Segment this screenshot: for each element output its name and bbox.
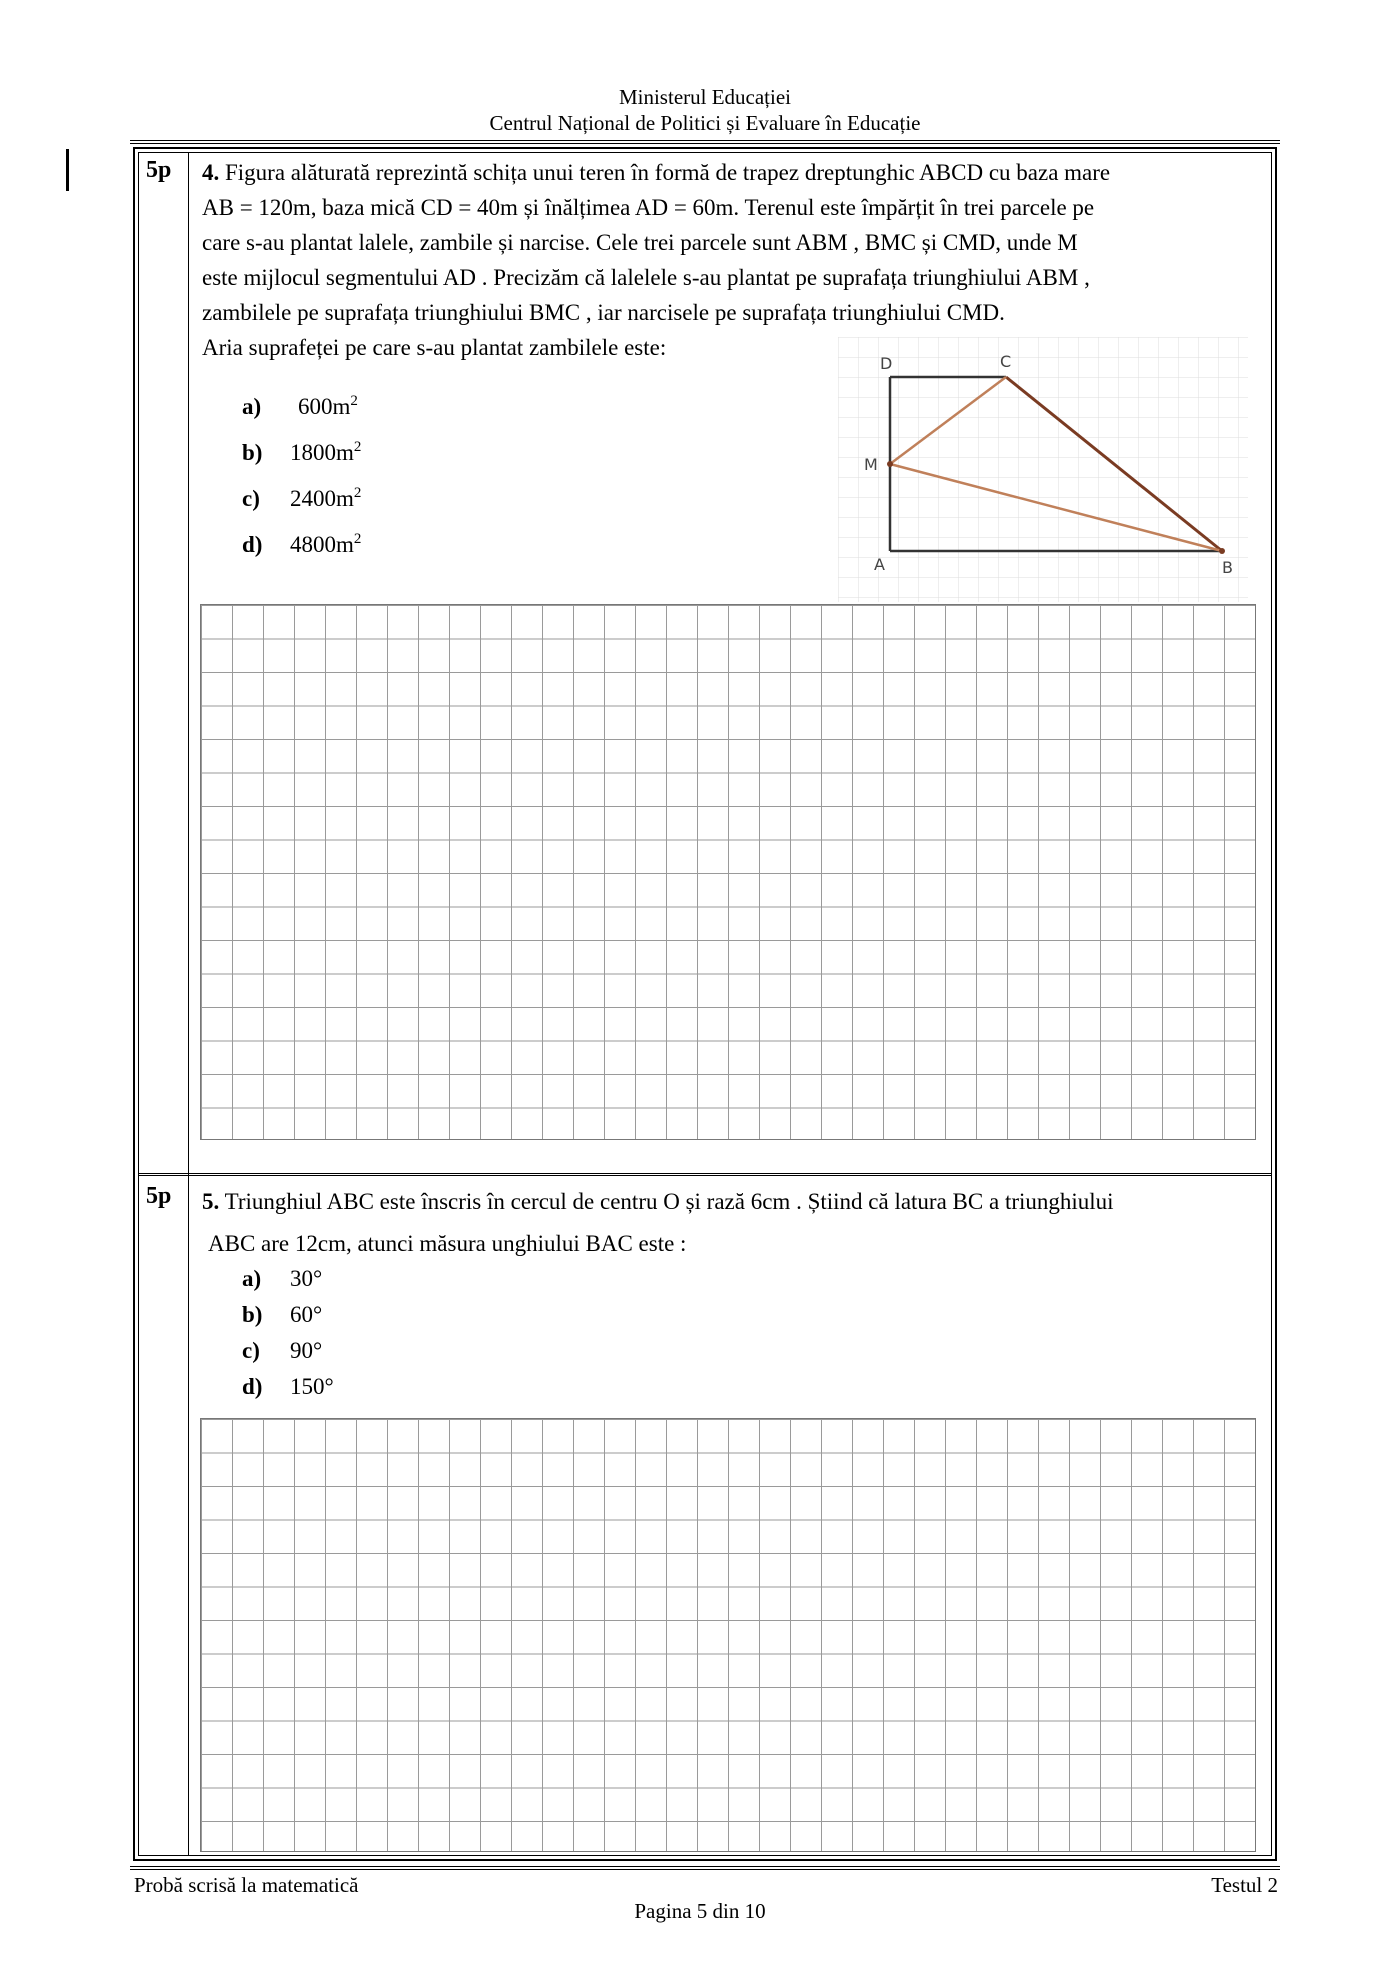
q4-number: 4. (202, 160, 220, 185)
points-column-divider (188, 152, 189, 1856)
q4-option-b[interactable]: b) $1800m^2$ (242, 439, 362, 465)
q4-option-d[interactable]: d) $4800m^2$ (242, 531, 362, 557)
footer-test-number: Testul 2 (1211, 1873, 1278, 1897)
q5-answer-grid[interactable] (200, 1418, 1256, 1852)
trapezoid-figure (838, 337, 1248, 602)
q4-line-4: este mijlocul segmentului AD . Precizăm că lalelele s-au plantat pe suprafața triunghiului ABM , (202, 265, 1090, 290)
q5-text (202, 1181, 1272, 1265)
footer-page-number: Pagina 5 din 10 (634, 1899, 766, 1923)
q5-points: 5p (146, 1183, 172, 1209)
header-center: Centrul Național de Politici și Evaluare în Educație (489, 111, 921, 135)
q4-line-6: Aria suprafeței pe care s-au plantat zambilele este: (202, 335, 667, 360)
q5-option-c[interactable]: c) 90° (242, 1338, 323, 1363)
q4-line-5: zambilele pe suprafața triunghiului BMC , iar narcisele pe suprafața triunghiului CMD. (202, 300, 1005, 325)
q5-line-1: 5. Triunghiul ABC este înscris în cercul de centru O și rază 6cm . Știind că latura BC a triunghiului (202, 1189, 1114, 1214)
label-b: B (1222, 558, 1233, 577)
q4-line-1: 4. Figura alăturată reprezintă schița unui teren în formă de trapez dreptunghic ABCD cu baza mare (202, 160, 1111, 185)
page-header (130, 84, 1280, 136)
header-divider (130, 140, 1280, 144)
q5-number: 5. (202, 1189, 220, 1214)
label-c: C (1000, 352, 1012, 371)
q5-option-b[interactable]: b) 60° (242, 1302, 323, 1327)
q4-options (242, 393, 361, 577)
label-d: D (880, 354, 893, 373)
q5-line-2: ABC are 12cm, atunci măsura unghiului BAC este : (208, 1231, 687, 1256)
q4-line-3: care s-au plantat lalele, zambile și narcise. Cele trei parcele sunt ABM , BMC și CMD, unde M (202, 230, 1078, 255)
q4-text (202, 155, 1272, 365)
q4-line-2: AB = 120m, baza mică CD = 40m și înălțimea AD = 60m. Terenul este împărțit în trei parcele pe (202, 195, 1095, 220)
header-ministry: Ministerul Educației (618, 85, 792, 109)
q4-answer-grid[interactable] (200, 604, 1256, 1140)
question-row-divider (138, 1173, 1272, 1176)
label-m: M (864, 455, 878, 474)
point-b (1219, 548, 1225, 554)
q5-option-d[interactable]: d) 150° (242, 1374, 334, 1399)
q4-option-a[interactable]: a) $600m^2$ (242, 393, 358, 419)
label-a: A (874, 555, 885, 574)
q5-options (242, 1266, 334, 1410)
footer-exam-title: Probă scrisă la matematică (134, 1873, 359, 1897)
q5-option-a[interactable]: a) 30° (242, 1266, 323, 1291)
footer-divider (130, 1866, 1280, 1870)
point-m (887, 461, 893, 467)
q4-points: 5p (146, 157, 172, 183)
q4-option-c[interactable]: c) $2400m^2$ (242, 485, 362, 511)
margin-bar (66, 149, 69, 191)
